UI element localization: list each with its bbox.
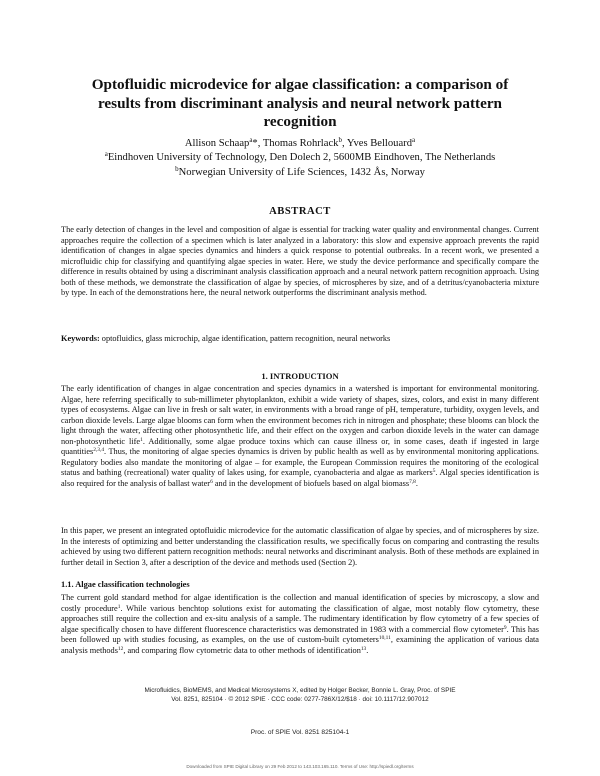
intro-p1-text-6: . [415, 478, 418, 488]
citation: 9 [503, 624, 507, 631]
affiliation-b [40, 166, 560, 180]
citation: 6 [210, 478, 213, 485]
sub-p-text-3: . This has been followed up with studies focusing, as examples, on the use of custom-built cytometers [61, 624, 539, 644]
intro-paragraph-1 [61, 384, 539, 489]
footer-line-2: Vol. 8251, 825104 · © 2012 SPIE · CCC code: 0277-786X/12/$18 · doi: 10.1117/12.907012 [171, 695, 429, 703]
abstract-text: The early detection of changes in the level and composition of algae is essential for tracking water quality and environmental changes. Current approaches require the collection of a specimen which is later analyzed in a laboratory: this slow and expensive approach prevents the rapid identification of changes in algae species dynamics and hinders a quick response to potential outbreaks. In a recent work, we presented a microfluidic chip for classifying and quantifying algae species in water. Here, we study the device performance and specifically compare the difference in results obtained by using a discriminant analysis classification approach and a neural network pattern recognition approach. Using both of these methods, we demonstrate the classification of algae by species, of microspheres by size, and of a detritus/cyanobacteria mixture by type. In each of the demonstrations here, the neural network outperforms the discriminant analysis method. [61, 225, 539, 297]
author-3: Yves Bellouard [346, 138, 412, 149]
intro-p1-text-1: The early identification of changes in algae concentration and species dynamics in a watershed is important for environmental monitoring. Algae, here referring specifically to sub-millimeter phytoplankton, exhibit a wide variety of shapes, sizes, colors, and exist in many different types of ecosystems. Algae can live in fresh or salt water, in environments with a broad range of pH, temperature, turbidity, oxygen levels, and carbon dioxide levels. Large algae blooms can form when the environment becomes rich in nitrogen and phosphate; these blooms can block the light through the water, affecting other photosynthetic life, and their effect on the oxygen and carbon dioxide levels in the water can damage non-photosynthetic life [61, 384, 539, 446]
intro-p1-text-4: . Algal species identification is also required for the analysis of ballast water [61, 468, 539, 488]
affiliation-a-text: Eindhoven University of Technology, Den Dolech 2, 5600MB Eindhoven, The Netherlands [107, 152, 496, 164]
citation: 12 [117, 645, 124, 652]
affiliation-b-mark: b [175, 164, 179, 173]
citation: 7,8 [409, 478, 416, 485]
abstract-heading: ABSTRACT [269, 206, 331, 217]
author-line [40, 137, 560, 151]
keywords-label: Keywords: [61, 334, 100, 343]
section-heading-introduction: 1. INTRODUCTION [261, 371, 339, 381]
sub-p-text-2: . While various benchtop solutions exist for automating the classification of algae, most notably flow cytometry, these approaches still require the collection and ex-situ analysis of a sample. The rudimentary identification by flow cytometry of a few species of algae specifically chosen to have different fluorescence characteristics was demonstrated in 1983 with a commercial flow cytometer [61, 603, 539, 634]
intro-paragraph-2: In this paper, we present an integrated optofluidic microdevice for the automatic classification of algae by species, and of microspheres by size. In the interests of optimizing and better understanding the classification results, we specifically focus on comparing and contrasting the results achieved by using two different pattern recognition methods: neural networks and discriminant analysis. Both of these methods are explained in further detail in Section 3, after a description of the device and methods used (Section 2). [61, 526, 539, 567]
footer-line-1: Microfluidics, BioMEMS, and Medical Microsystems X, edited by Holger Becker, Bonnie L. Gray, Proc. of SPIE [144, 687, 456, 694]
sub-p-text-5: , and comparing flow cytometric data to other methods of identification [123, 645, 361, 655]
citation: 10,11 [378, 635, 391, 641]
affiliation-a [40, 151, 560, 165]
sub-p-text-4: , examining the application of various data analysis methods [61, 635, 539, 655]
keywords [61, 334, 539, 345]
download-notice: Downloaded from SPIE Digital Library on 29 Feb 2012 to 143.103.165.110. Terms of Use: http://spiedl.org/terms [186, 764, 414, 769]
citation: 2,3,4 [93, 447, 105, 453]
sub-p-text-6: . [366, 645, 369, 655]
subsection-paragraph [61, 593, 539, 656]
author-2-suffix: , [341, 138, 347, 149]
author-2-affil: b [338, 136, 342, 144]
paper-title: Optofluidic microdevice for algae classification: a comparison of results from discriminant analysis and neural network pattern recognition [91, 76, 509, 131]
intro-p1-text-5: and in the development of biofuels based on algal biomass [212, 478, 410, 488]
citation: 1 [140, 436, 143, 443]
sub-p-text-1: The current gold standard method for algae identification is the collection and manual identification of species by microscopy, a slow and costly procedure [61, 593, 539, 613]
intro-p1-text-3: . Thus, the monitoring of algae species dynamics is driven by public health as well as by environmental monitoring applications. Regulatory bodies also mandate the monitoring of algae – for example, the European Commission requires the monitoring of the ecological status and bathing (recreational) water quality of lakes using, for example, cyanobacteria and algae as markers [61, 447, 539, 477]
author-3-affil: a [412, 136, 416, 144]
citation: 1 [117, 603, 121, 610]
citation-footer [0, 687, 600, 704]
affiliation-b-text: Norwegian University of Life Sciences, 1432 Ås, Norway [178, 166, 425, 178]
page-number: Proc. of SPIE Vol. 8251 825104-1 [250, 729, 350, 736]
keywords-text: optofluidics, glass microchip, algae identification, pattern recognition, neural networks [99, 334, 391, 343]
author-1-suffix: *, [252, 138, 263, 149]
citation: 13 [360, 645, 367, 652]
affiliation-a-mark: a [104, 150, 108, 159]
intro-p1-text-2: . Additionally, some algae produce toxins which can cause illness or, in some cases, death if ingested in large quantities [61, 436, 540, 456]
author-block [40, 137, 560, 180]
author-1: Allison Schaap [184, 138, 250, 149]
author-1-affil: a [249, 136, 253, 144]
citation: 5 [432, 468, 436, 474]
author-2: Thomas Rohrlack [262, 138, 339, 149]
subsection-heading-algae-classification: 1.1. Algae classification technologies [61, 580, 190, 589]
